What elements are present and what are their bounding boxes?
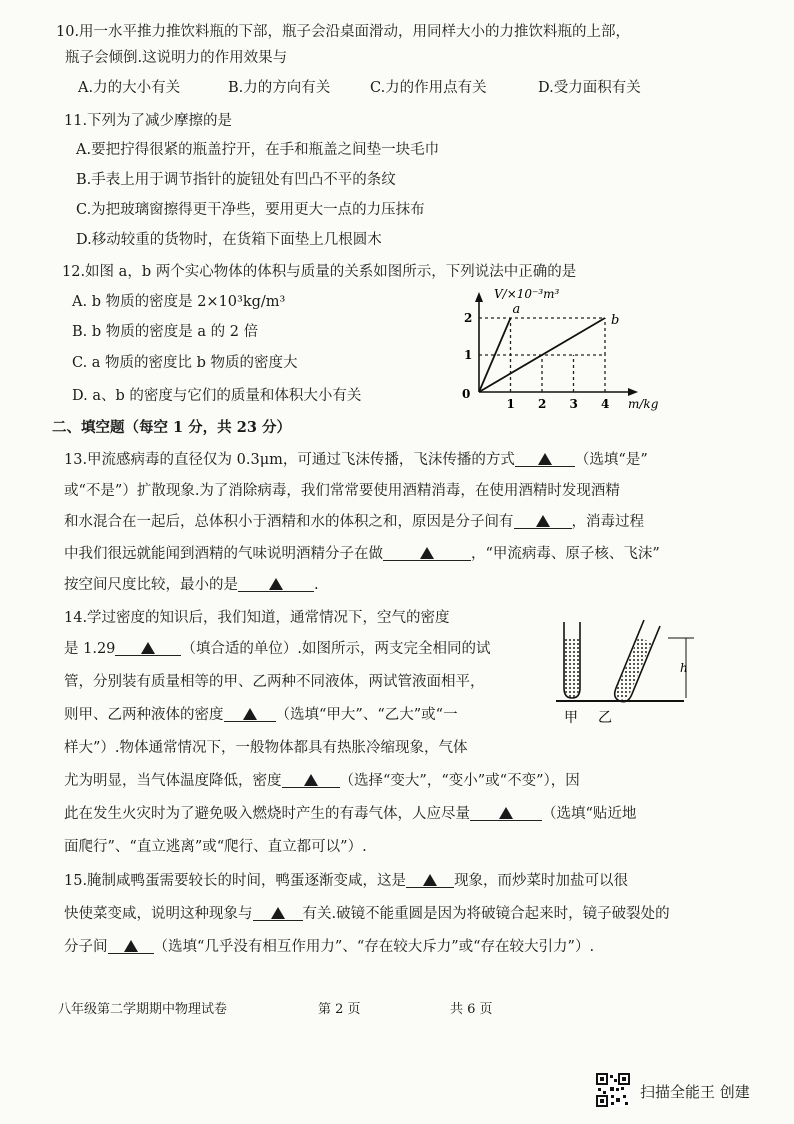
q13-text-5b: . [314, 577, 319, 593]
graph-y-arrow [475, 292, 483, 302]
triangle-icon [536, 515, 550, 527]
q13-line1 [64, 450, 648, 470]
q13-text-5a: 按空间尺度比较，最小的是 [64, 577, 238, 593]
q11-option-d: D.移动较重的货物时，在货箱下面垫上几根圆木 [76, 232, 382, 248]
q15-blank-2[interactable] [253, 904, 303, 921]
q10-option-d: D.受力面积有关 [538, 80, 641, 96]
q14-line4 [64, 705, 458, 725]
triangle-icon [538, 453, 552, 465]
q10-option-a: A.力的大小有关 [78, 80, 181, 96]
q15-text-1b: 现象，而炒菜时加盐可以很 [454, 873, 629, 889]
series-label-b: b [611, 313, 620, 328]
triangle-icon [243, 708, 257, 720]
footer-total-pages: 共 6 页 [450, 1002, 493, 1017]
q13-blank-1[interactable] [515, 450, 575, 467]
q10-option-b: B.力的方向有关 [228, 80, 331, 96]
q15-text-2b: 有关.破镜不能重圆是因为将破镜合起来时，镜子破裂处的 [302, 906, 670, 922]
graph-y-label: V/×10⁻³m³ [494, 287, 560, 301]
tube-jia [564, 622, 580, 698]
section-2-heading: 二、填空题（每空 1 分，共 23 分） [52, 419, 291, 436]
triangle-icon [271, 907, 285, 919]
x-tick-label-2: 2 [538, 397, 547, 411]
q14-text-2a: 是 1.29 [64, 641, 116, 657]
tube-yi [615, 620, 660, 702]
q13-text-3b: ，消毒过程 [571, 514, 644, 530]
q14-line6 [64, 771, 580, 791]
q12-option-b: B. b 物质的密度是 a 的 2 倍 [72, 324, 259, 340]
q14-text-2b: （填合适的单位）.如图所示，两支完全相同的试 [181, 641, 491, 657]
graph-origin: 0 [462, 387, 471, 401]
triangle-icon [269, 578, 283, 590]
height-label: h [680, 661, 688, 675]
q13-line2: 或“不是”）扩散现象.为了消除病毒，我们常常要使用酒精消毒，在使用酒精时发现酒精 [64, 483, 620, 499]
graph-x-arrow [628, 388, 638, 396]
q14-line2 [64, 639, 491, 659]
q12-volume-mass-graph [420, 284, 660, 414]
q13-blank-2[interactable] [514, 512, 572, 529]
q15-blank-3[interactable] [108, 937, 154, 954]
q15-blank-1[interactable] [406, 871, 454, 888]
x-tick-label-1: 1 [506, 397, 515, 411]
q14-text-7b: （选填“贴近地 [542, 806, 637, 822]
tube-jia-label: 甲 [564, 710, 578, 726]
q13-blank-3[interactable] [383, 544, 471, 561]
q11-option-c: C.为把玻璃窗擦得更干净些，要用更大一点的力压抹布 [76, 202, 425, 218]
q14-line8: 面爬行”、“直立逃离”或“爬行、直立都可以”）. [64, 839, 367, 855]
q13-text-3a: 和水混合在一起后，总体积小于酒精和水的体积之和，原因是分子间有 [64, 514, 514, 530]
series-label-a: a [512, 302, 521, 317]
q14-line7 [64, 804, 636, 824]
q13-line5 [64, 575, 319, 595]
x-tick-label-3: 3 [569, 397, 578, 411]
q12-option-d: D. a、b 的密度与它们的质量和体积大小有关 [72, 388, 362, 404]
scanner-brand-watermark: 扫描全能王 创建 [640, 1083, 750, 1101]
q10-options [78, 78, 641, 98]
triangle-icon [423, 874, 437, 886]
triangle-icon [124, 940, 138, 952]
q13-blank-4[interactable] [238, 575, 314, 592]
q12-option-c: C. a 物质的密度比 b 物质的密度大 [72, 355, 298, 371]
footer-exam-title: 八年级第二学期期中物理试卷 [58, 1002, 228, 1017]
q14-line5: 样大”）.物体通常情况下，一般物体都具有热胀冷缩现象，气体 [64, 740, 468, 756]
y-tick-label-1: 1 [464, 348, 473, 362]
q13-text-4b: ，“甲流病毒、原子核、飞沫” [471, 546, 660, 562]
q14-text-4a: 则甲、乙两种液体的密度 [64, 707, 224, 723]
triangle-icon [141, 642, 155, 654]
x-tick-label-4: 4 [601, 397, 610, 411]
q14-text-7a: 此在发生火灾时为了避免吸入燃烧时产生的有毒气体，人应尽量 [64, 806, 470, 822]
q11-stem: 11.下列为了减少摩擦的是 [64, 113, 233, 129]
triangle-icon [499, 807, 513, 819]
q14-line3: 管，分别装有质量相等的甲、乙两种不同液体，两试管液面相平， [64, 674, 485, 690]
triangle-icon [304, 774, 318, 786]
q15-line1 [64, 871, 628, 891]
q15-text-3a: 分子间 [64, 939, 108, 955]
q15-text-1a: 15.腌制咸鸭蛋需要较长的时间，鸭蛋逐渐变咸，这是 [64, 873, 407, 889]
qr-code-icon [596, 1073, 630, 1107]
q14-blank-2[interactable] [224, 705, 276, 722]
triangle-icon [420, 547, 434, 559]
graph-x-label: m/kg [628, 397, 659, 411]
q15-text-3b: （选填“几乎没有相互作用力”、“存在较大斥力”或“存在较大引力”）. [153, 939, 595, 955]
q12-option-a: A. b 物质的密度是 2×10³kg/m³ [72, 294, 286, 310]
q10-option-c: C.力的作用点有关 [370, 80, 487, 96]
q13-line4 [64, 544, 660, 564]
q14-text-6a: 尤为明显，当气体温度降低，密度 [64, 773, 282, 789]
q13-line3 [64, 512, 644, 532]
q10-line2 [65, 48, 287, 68]
q13-text-1a: 13.甲流感病毒的直径仅为 0.3μm，可通过飞沫传播，飞沫传播的方式 [64, 452, 515, 468]
q14-line1: 14.学过密度的知识后，我们知道，通常情况下，空气的密度 [64, 610, 450, 626]
q14-blank-3[interactable] [282, 771, 340, 788]
q15-line3 [64, 937, 594, 957]
q14-blank-4[interactable] [470, 804, 542, 821]
q15-text-2a: 快使菜变咸，说明这种现象与 [64, 906, 253, 922]
q11-option-b: B.手表上用于调节指针的旋钮处有凹凸不平的条纹 [76, 172, 396, 188]
q11-option-a: A.要把拧得很紧的瓶盖拧开，在手和瓶盖之间垫一块毛巾 [76, 142, 440, 158]
q10-stem-end: 瓶子会倾倒.这说明力的作用效果与 [65, 50, 288, 66]
q13-text-1b: （选填“是” [574, 452, 648, 468]
y-tick-label-2: 2 [464, 311, 473, 325]
q10-line1: 10.用一水平推力推饮料瓶的下部，瓶子会沿桌面滑动，用同样大小的力推饮料瓶的上部， [56, 24, 631, 40]
q14-text-4b: （选填“甲大”、“乙大”或“一 [275, 707, 458, 723]
footer-page-number: 第 2 页 [318, 1002, 361, 1017]
q14-blank-1[interactable] [115, 639, 181, 656]
tube-yi-label: 乙 [598, 710, 612, 726]
q12-stem: 12.如图 a，b 两个实心物体的体积与质量的关系如图所示，下列说法中正确的是 [62, 264, 577, 280]
q14-test-tubes-figure [556, 618, 706, 730]
q14-text-6b: （选择“变大”，“变小”或“不变”），因 [339, 773, 580, 789]
q13-text-4a: 中我们很远就能闻到酒精的气味说明酒精分子在做 [64, 546, 383, 562]
q15-line2 [64, 904, 670, 924]
